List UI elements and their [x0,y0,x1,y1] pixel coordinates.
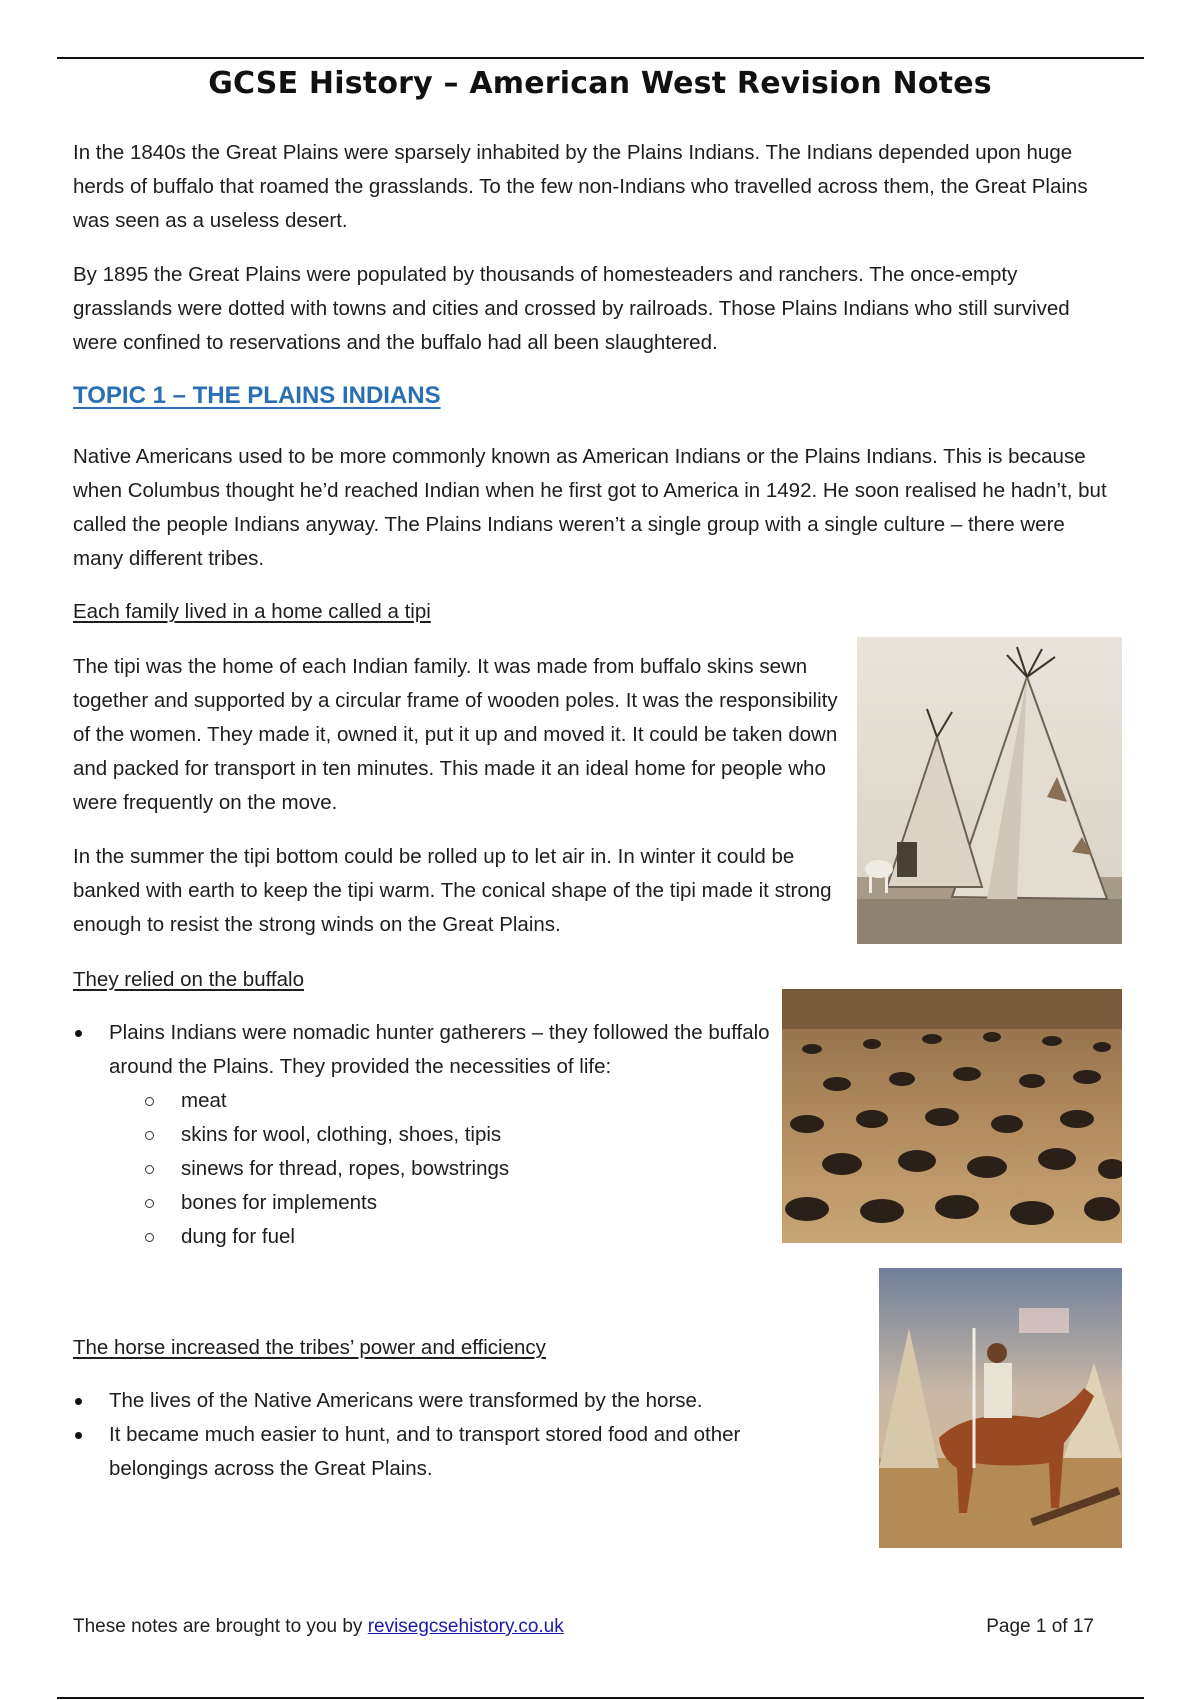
horse-bullet-2: It became much easier to hunt, and to transport stored food and other belongings across the Great Plains. [73,1418,833,1486]
top-rule [57,57,1144,59]
tipi-heading: Each family lived in a home called a tipi [73,600,431,623]
horse-bullet-1: The lives of the Native Americans were transformed by the horse. [73,1384,833,1418]
tipi-paragraph-1: The tipi was the home of each Indian family. It was made from buffalo skins sewn together and supported by a circular frame of wooden poles. It was the responsibility of the women. They made it, owned it, put it up and moved it. It could be taken down and packed for transport in ten minutes. This made it an ideal home for people who were frequently on the move. [73,655,838,814]
buffalo-bullet-list [73,1016,773,1254]
intro-paragraph-2: By 1895 the Great Plains were populated by thousands of homesteaders and ranchers. The once-empty grasslands were dotted with towns and cities and crossed by railroads. Those Plains Indians who still survived were confined to reservations and the buffalo had all been slaughtered. [73,263,1070,354]
sub-item: skins for wool, clothing, shoes, tipis [145,1118,773,1152]
document-title: GCSE History – American West Revision Notes [208,66,992,101]
horse-bullet-list [73,1384,833,1486]
buffalo-sub-list [109,1084,773,1254]
bottom-rule [57,1697,1144,1699]
footer-credit [73,1616,564,1638]
buffalo-bullet-text: Plains Indians were nomadic hunter gatherers – they followed the buffalo around the Plains. They provided the necessities of life: [109,1021,770,1078]
topic-intro-paragraph: Native Americans used to be more commonly known as American Indians or the Plains Indians. This is because when Columbus thought he’d reached Indian when he first got to America in 1492. He soon realised he hadn’t, but called the people Indians anyway. The Plains Indians weren’t a single group with a single culture – there were many different tribes. [73,445,1107,570]
sub-item: bones for implements [145,1186,773,1220]
buffalo-herd-painting [782,989,1122,1243]
tipi-paragraph-2: In the summer the tipi bottom could be rolled up to let air in. In winter it could be banked with earth to keep the tipi warm. The conical shape of the tipi made it strong enough to resist the strong winds on the Great Plains. [73,845,832,936]
sub-item: sinews for thread, ropes, bowstrings [145,1152,773,1186]
horse-rider-painting [879,1268,1122,1548]
topic-heading: TOPIC 1 – THE PLAINS INDIANS [73,382,441,409]
tipi-photo [857,637,1122,944]
sub-item: dung for fuel [145,1220,773,1254]
buffalo-heading: They relied on the buffalo [73,968,304,991]
sub-item: meat [145,1084,773,1118]
bullet-dot [75,1030,82,1037]
footer-link[interactable]: revisegcsehistory.co.uk [367,1616,564,1637]
buffalo-bullet [73,1016,773,1254]
horse-heading: The horse increased the tribes’ power and efficiency [73,1336,546,1359]
intro-paragraph-1: In the 1840s the Great Plains were sparsely inhabited by the Plains Indians. The Indians depended upon huge herds of buffalo that roamed the grasslands. To the few non-Indians who travelled across them, the Great Plains was seen as a useless desert. [73,141,1088,232]
footer-text: These notes are brought to you by [73,1616,368,1637]
page-number: Page 1 of 17 [986,1616,1094,1637]
